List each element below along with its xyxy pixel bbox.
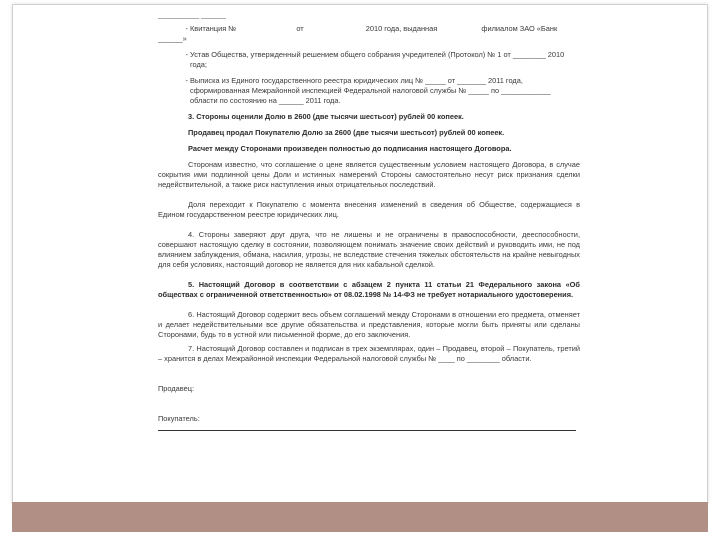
clause-6-entire-agreement: 6. Настоящий Договор содержит весь объем соглашений между Сторонами в отношении его предмета, отменяет и делает недействительными все другие обязательства и представления, которые могли быть приняты или сделаны Сторонами, будь то в устной или письменной форме, до его заключения. xyxy=(158,310,580,339)
buyer-label: Покупатель: xyxy=(158,414,200,423)
list-mark: - xyxy=(185,76,188,85)
document-page xyxy=(158,10,580,502)
list-text: Выписка из Единого государственного реестра юридических лиц № _____ от _______ 2011 года, сформированная Межрайонной инспекцией Федеральной налоговой службы № _____ по ____________ области по состоянию на ______ 2011 года. xyxy=(190,76,551,105)
clause-share-transfer: Доля переходит к Покупателю с момента внесения изменений в сведения об Обществе, содержащиеся в Едином государственном реестре юридических лиц. xyxy=(158,200,580,219)
clause-3-payment: Расчет между Сторонами произведен полностью до подписания настоящего Договора. xyxy=(188,144,512,153)
clause-3-sale: Продавец продал Покупателю Долю за 2600 (две тысячи шестьсот) рублей 00 копеек. xyxy=(188,128,505,137)
clause-price-awareness: Сторонам известно, что соглашение о цене является существенным условием настоящего Договора, в случае сокрытия ими подлинной цены Доли и истинных намерений Стороны самостоятельно несут риск признания сделки недействительной, а также риск наступления иных отрицательных последствий. xyxy=(158,160,580,189)
list-mark: - xyxy=(185,24,188,33)
clause-5-notary: 5. Настоящий Договор в соответствии с абзацем 2 пункта 11 статьи 21 Федерального закона «Об обществах с ограниченной ответственностью» от 08.02.1998 № 14-ФЗ не требует нотариального удостоверения. xyxy=(158,280,580,299)
receipt-date: 2010 года, выданная xyxy=(365,24,438,33)
list-item xyxy=(158,24,580,34)
list-item xyxy=(158,76,580,106)
receipt-label: Квитанция № xyxy=(190,24,237,33)
header-line-text: __________ ______ xyxy=(158,10,226,19)
signature-line xyxy=(158,430,576,431)
clause-4-capacity: 4. Стороны заверяют друг друга, что не лишены и не ограничены в правоспособности, дееспособности, совершают настоящую сделку в состоянии, позволяющем понимать значение своих действий и руководить ими, не под влиянием заблуждения, обмана, насилия, угрозы, не вследствие стечения тяжелых обстоятельств на крайне невыгодных для себя условиях, настоящий договор не является для них кабальной сделкой. xyxy=(158,230,580,269)
list-text xyxy=(190,24,580,34)
list-text: Устав Общества, утвержденный решением общего собрания учредителей (Протокол) № 1 от ________ 2010 года; xyxy=(190,50,565,69)
receipt-bank: филиалом ЗАО «Банк xyxy=(481,24,558,33)
clause-7-copies: 7. Настоящий Договор составлен и подписан в трех экземплярах, один – Продавец, второй – Покупатель, третий – хранится в делах Межрайонной инспекции Федеральной налоговой службы № ____ по ________ области. xyxy=(158,344,580,363)
clause-3-price: 3. Стороны оценили Долю в 2600 (две тысячи шестьсот) рублей 00 копеек. xyxy=(188,112,464,121)
list-mark: - xyxy=(185,50,188,59)
receipt-bank-end: ______» xyxy=(158,34,187,43)
slide-footer-bar xyxy=(12,502,708,532)
header-line xyxy=(158,10,580,20)
seller-label: Продавец: xyxy=(158,384,195,393)
list-item xyxy=(158,50,580,70)
receipt-from: от xyxy=(296,24,304,33)
